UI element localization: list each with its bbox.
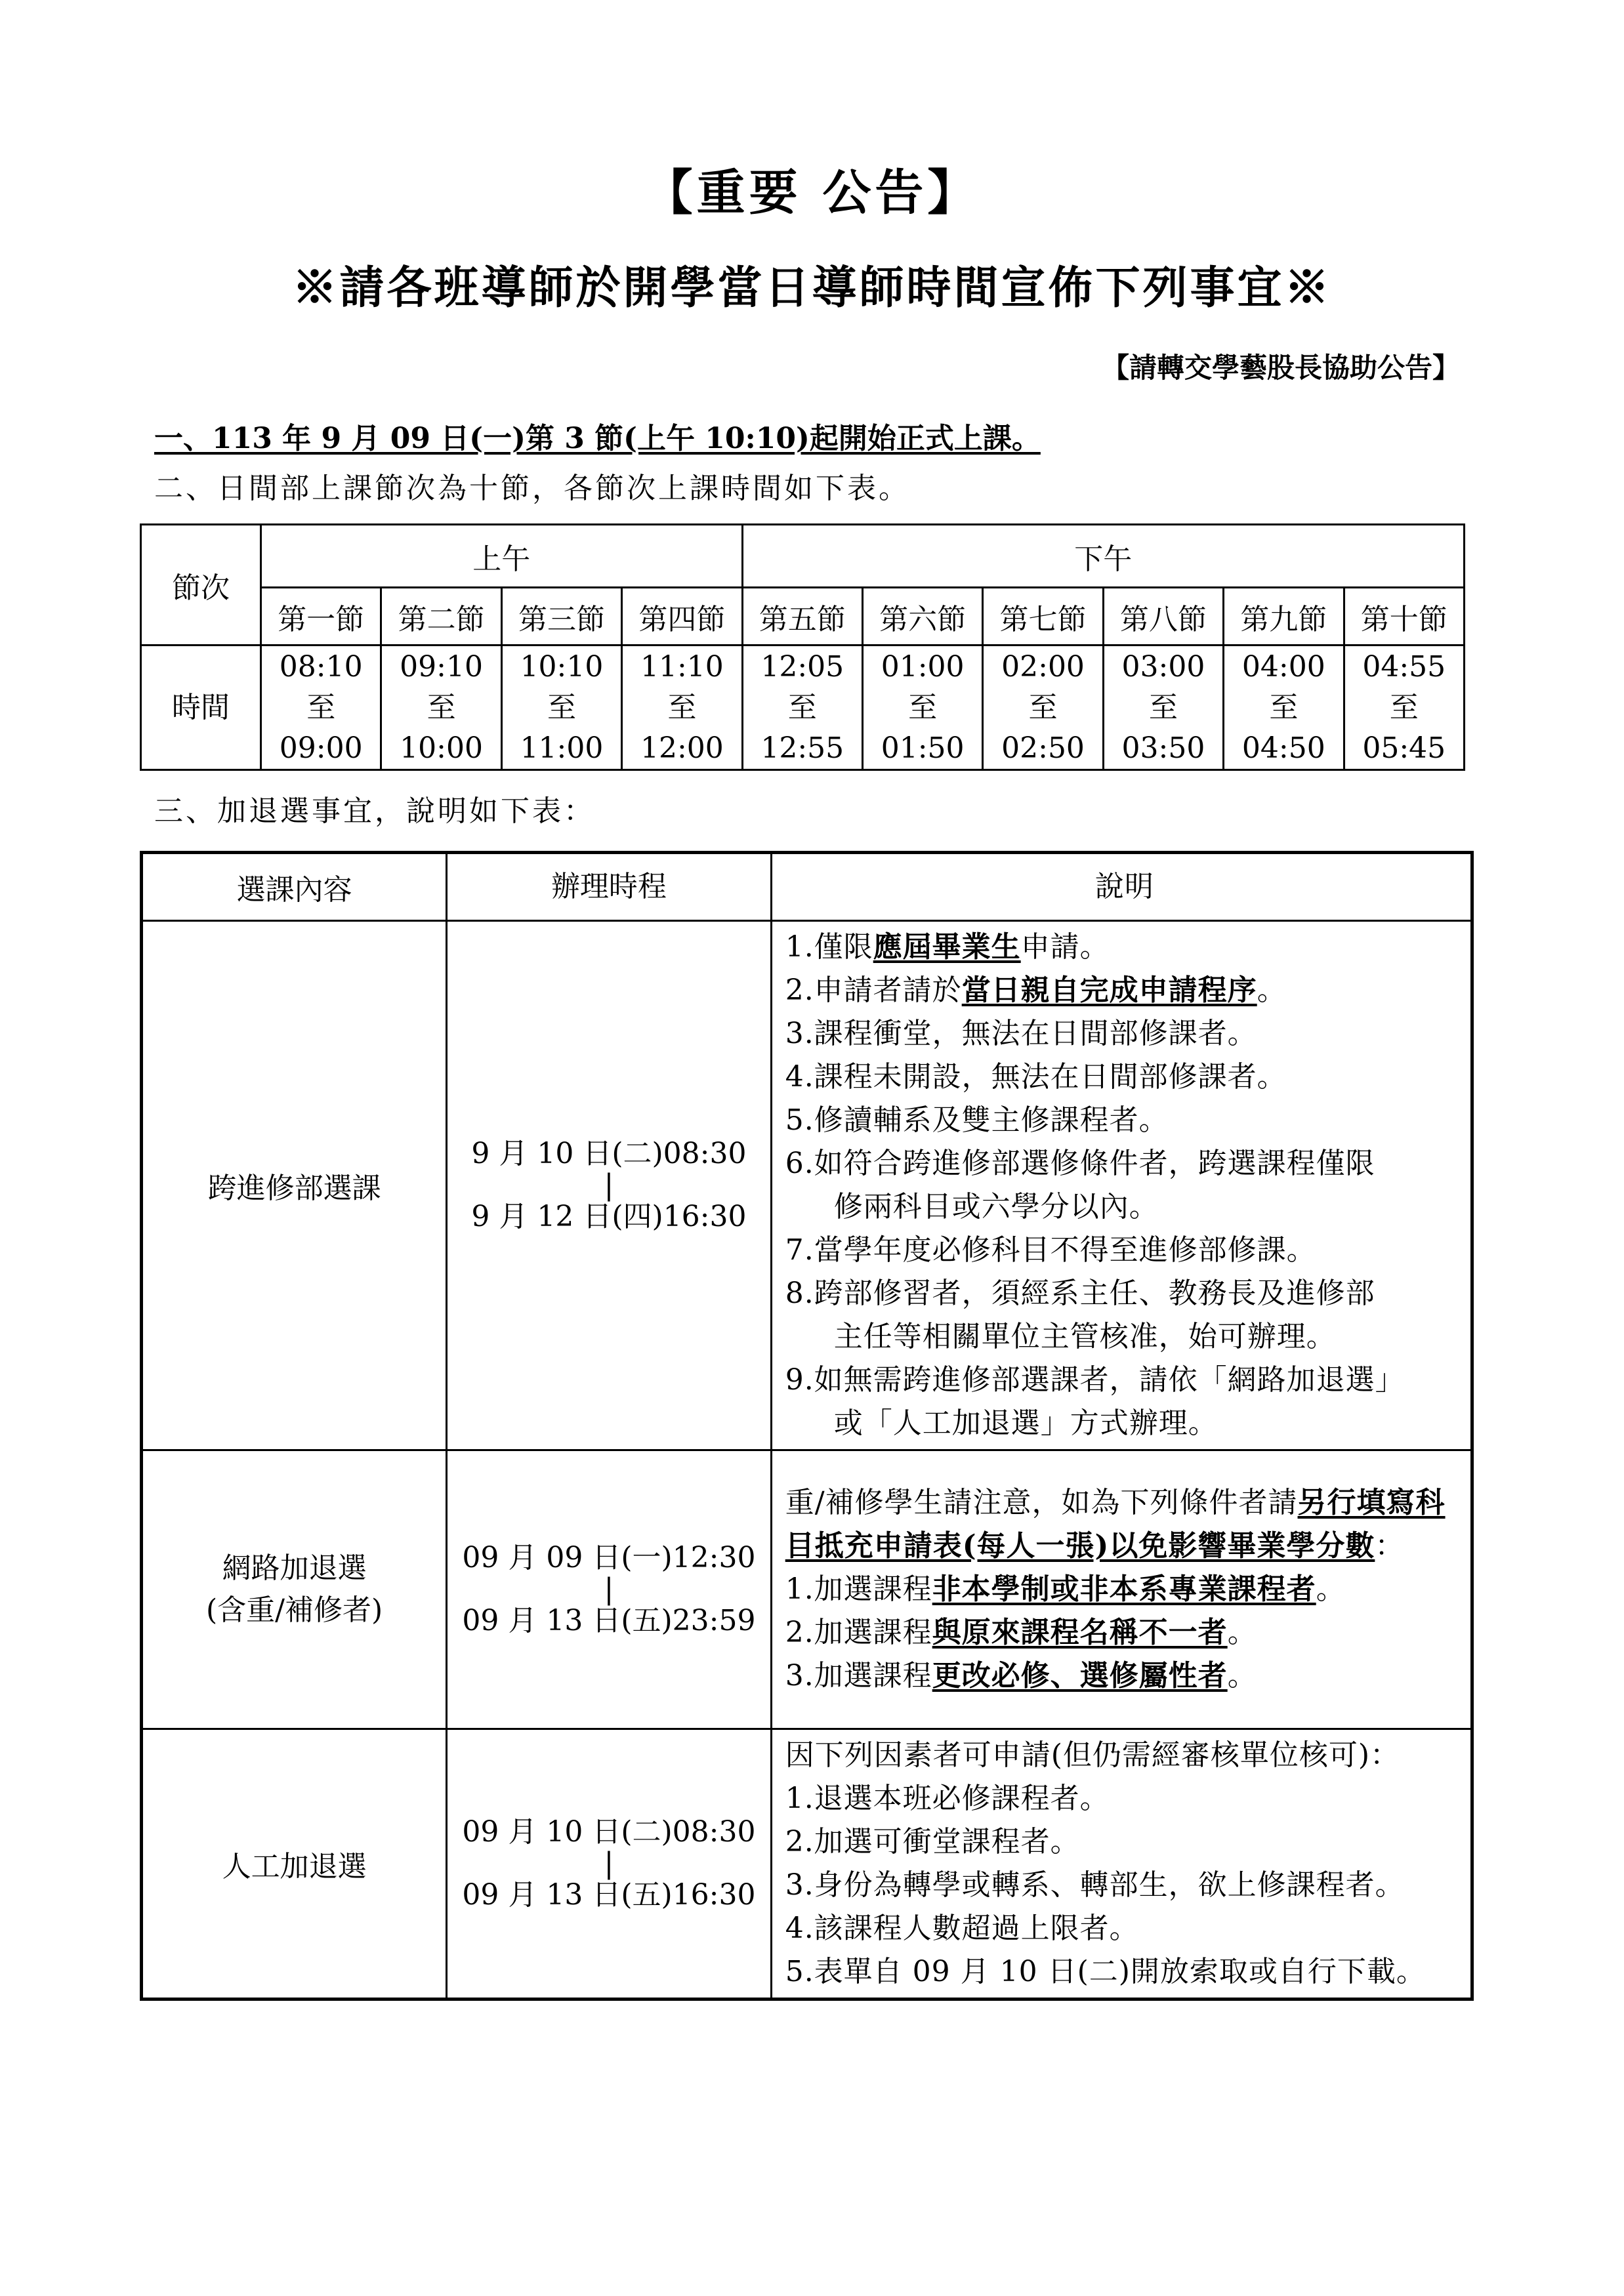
period-time [1344,646,1464,770]
period-time-start: 12:05 [760,649,844,684]
period-names-row [141,588,1465,646]
period-time-to: 至 [427,690,456,724]
table-row [142,1729,1472,1999]
period-time-end: 12:00 [640,731,724,765]
note-2 [785,969,1464,1012]
period-header: 節次 [141,525,261,646]
course-type [142,1450,447,1729]
period-time [261,646,381,770]
note-emphasis: 當日親自完成申請程序 [961,974,1257,1007]
period-time-end: 10:00 [400,731,483,765]
range-start: 09 月 10 日(二)08:30 [462,1815,756,1849]
description [771,1450,1472,1729]
note-emphasis: 更改必修、選修屬性者 [932,1659,1228,1692]
schedule-range [447,921,772,1450]
note-2 [785,1611,1464,1654]
note-emphasis: 另行填寫科目抵充申請表(每人一張)以免影響畢業學分數 [785,1486,1446,1563]
table-row [142,1450,1472,1729]
note-emphasis: 與原來課程名稱不一者 [932,1616,1228,1649]
note-intro [785,1481,1464,1568]
period-time [381,646,501,770]
period-time [742,646,862,770]
note-6-cont: 修兩科目或六學分以內。 [833,1190,1159,1223]
item-2-schedule-intro: 二、日間部上課節次為十節，各節次上課時間如下表。 [154,472,910,505]
period-name: 第一節 [261,588,381,646]
period-time-start: 08:10 [279,649,363,684]
period-time-start: 11:10 [640,649,724,684]
period-name: 第十節 [1344,588,1464,646]
note-text: 。 [1227,1616,1257,1649]
period-time-end: 09:00 [279,731,363,765]
period-time-start: 03:00 [1121,649,1205,684]
period-time [983,646,1103,770]
period-time [622,646,742,770]
note-9: 9.如無需跨進修部選課者，請依「網路加退選」 [785,1363,1405,1397]
period-time-to: 至 [306,690,336,724]
range-end: 09 月 13 日(五)23:59 [462,1604,756,1637]
schedule-range [447,1450,772,1729]
period-name: 第六節 [862,588,982,646]
course-type-note: (含重/補修者) [206,1593,383,1627]
period-time [501,646,621,770]
time-header: 時間 [141,646,261,770]
range-separator: | [604,1572,614,1606]
note-1 [785,926,1464,969]
note-text: 3.加選課程 [785,1659,932,1692]
period-times-row [141,646,1465,770]
period-name: 第四節 [622,588,742,646]
note-5: 5.修讀輔系及雙主修課程者。 [785,1103,1169,1137]
period-time-end: 04:50 [1241,731,1325,765]
note-1 [785,1568,1464,1611]
schedule-range [447,1729,772,1999]
note-intro: 因下列因素者可申請(但仍需經審核單位核可)： [785,1738,1400,1772]
period-time [862,646,982,770]
period-time-end: 03:50 [1121,731,1205,765]
range-separator: | [604,1168,614,1202]
page-title: 【重要 公告】 [644,165,980,221]
note-text: 申請。 [1020,930,1110,964]
header-schedule: 辦理時程 [447,853,772,921]
period-time-to: 至 [1389,690,1419,724]
period-time-start: 10:10 [520,649,604,684]
note-3 [785,1654,1464,1698]
note-4: 4.該課程人數超過上限者。 [785,1912,1139,1945]
enrollment-table [140,851,1474,2001]
period-time-end: 11:00 [520,731,604,765]
request-note: 【請轉交學藝股長協助公告】 [1101,352,1460,384]
period-time-to: 至 [908,690,938,724]
item-3-enroll-intro: 三、加退選事宜，說明如下表： [154,794,595,828]
description [771,1729,1472,1999]
note-6: 6.如符合跨進修部選修條件者，跨選課程僅限 [785,1147,1375,1180]
range-end: 09 月 13 日(五)16:30 [462,1878,756,1912]
note-9-cont: 或「人工加退選」方式辦理。 [833,1406,1218,1440]
period-time [1224,646,1344,770]
note-emphasis: 應屆畢業生 [873,930,1021,964]
note-7: 7.當學年度必修科目不得至進修部修課。 [785,1233,1316,1267]
page-subtitle: ※請各班導師於開學當日導師時間宣佈下列事宜※ [292,262,1332,314]
period-time-end: 02:50 [1001,731,1085,765]
range-end: 9 月 12 日(四)16:30 [471,1200,747,1233]
note-3: 3.身份為轉學或轉系、轉部生，欲上修課程者。 [785,1868,1405,1902]
note-text: 。 [1316,1572,1346,1606]
period-time-to: 至 [547,690,576,724]
note-text: ： [1375,1529,1405,1563]
note-text: 2.加選課程 [785,1616,932,1649]
note-text: 。 [1227,1659,1257,1692]
course-type-name: 網路加退選 [222,1551,367,1585]
note-8: 8.跨部修習者，須經系主任、教務長及進修部 [785,1277,1375,1310]
period-time-end: 01:50 [881,731,965,765]
note-emphasis: 非本學制或非本系專業課程者 [932,1572,1316,1606]
note-text: 。 [1257,974,1287,1007]
period-time-to: 至 [1028,690,1058,724]
pm-header: 下午 [742,525,1464,588]
period-time-end: 12:55 [760,731,844,765]
header-course-content: 選課內容 [142,853,447,921]
am-header: 上午 [261,525,743,588]
range-start: 09 月 09 日(一)12:30 [462,1541,756,1574]
range-start: 9 月 10 日(二)08:30 [471,1137,747,1170]
period-time-start: 02:00 [1001,649,1085,684]
period-time-end: 05:45 [1362,731,1446,765]
period-time-to: 至 [1269,690,1299,724]
note-5: 5.表單自 09 月 10 日(二)開放索取或自行下載。 [785,1955,1426,1988]
period-name: 第七節 [983,588,1103,646]
period-time-to: 至 [667,690,697,724]
note-text: 重/補修學生請注意，如為下列條件者請 [785,1486,1298,1519]
period-time [1103,646,1223,770]
course-type: 跨進修部選課 [142,921,447,1450]
table-row [142,921,1472,1450]
period-name: 第八節 [1103,588,1223,646]
item-1-class-start: 一、113 年 9 月 09 日(一)第 3 節(上午 10:10)起開始正式上課。 [154,422,1041,455]
period-time-start: 04:55 [1362,649,1446,684]
course-type: 人工加退選 [142,1729,447,1999]
period-name: 第三節 [501,588,621,646]
note-2: 2.加選可衝堂課程者。 [785,1825,1080,1858]
period-time-start: 01:00 [881,649,965,684]
period-time-start: 04:00 [1241,649,1325,684]
description [771,921,1472,1450]
period-name: 第二節 [381,588,501,646]
note-text: 2.申請者請於 [785,974,962,1007]
class-schedule-table [140,523,1465,771]
note-text: 1.加選課程 [785,1572,932,1606]
note-1: 1.退選本班必修課程者。 [785,1782,1110,1815]
note-text: 1.僅限 [785,930,873,964]
period-name: 第五節 [742,588,862,646]
note-3: 3.課程衝堂，無法在日間部修課者。 [785,1017,1257,1050]
period-time-start: 09:10 [400,649,483,684]
range-separator: | [604,1847,614,1880]
header-description: 說明 [771,853,1472,921]
note-8-cont: 主任等相關單位主管核准，始可辦理。 [833,1320,1336,1353]
period-time-to: 至 [787,690,817,724]
period-name: 第九節 [1224,588,1344,646]
note-4: 4.課程未開設，無法在日間部修課者。 [785,1060,1287,1094]
period-time-to: 至 [1148,690,1178,724]
